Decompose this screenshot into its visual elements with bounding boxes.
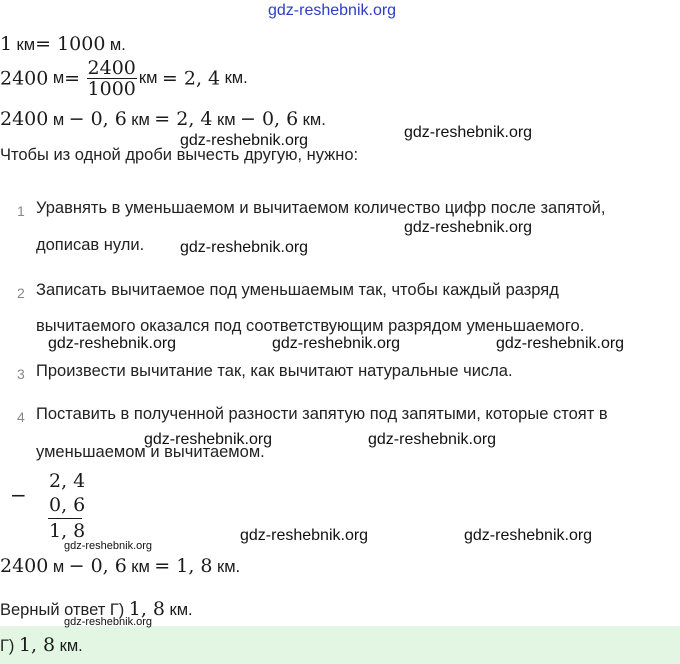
step-1-line-2: дописав нули.: [36, 236, 145, 254]
watermark: gdz-reshebnik.org: [272, 335, 401, 352]
answer-box-content: Г) 1, 8 км.: [0, 634, 83, 656]
step-2-line-2: вычитаемого оказался под соответствующим разрядом уменьшаемого.: [36, 317, 585, 335]
watermark: gdz-reshebnik.org: [180, 132, 309, 149]
column-result: 1, 8: [49, 520, 86, 542]
equation-3: 2400 м − 0, 6 км = 2, 4 км − 0, 6 км.: [0, 108, 326, 130]
watermark: gdz-reshebnik.org: [240, 527, 369, 544]
step-number: 1: [17, 203, 25, 219]
step-number: 2: [17, 285, 25, 301]
step-3-line-1: Произвести вычитание так, как вычитают натуральные числа.: [36, 362, 513, 380]
intro-text: Чтобы из одной дроби вычесть другую, нужно:: [0, 146, 359, 164]
equation-result: 2400 м − 0, 6 км = 1, 8 км.: [0, 555, 241, 577]
watermark: gdz-reshebnik.org: [404, 124, 533, 141]
watermark: gdz-reshebnik.org: [64, 540, 153, 552]
watermark: gdz-reshebnik.org: [180, 239, 309, 256]
watermark: gdz-reshebnik.org: [64, 616, 153, 628]
minus-sign: −: [10, 483, 27, 507]
step-1-line-1: Уравнять в уменьшаемом и вычитаемом количество цифр после запятой,: [36, 199, 606, 217]
watermark: gdz-reshebnik.org: [144, 431, 273, 448]
step-number: 3: [17, 366, 25, 382]
step-4-line-1: Поставить в полученной разности запятую под запятыми, которые стоят в: [36, 405, 608, 423]
step-number: 4: [17, 409, 25, 425]
watermark-top: gdz-reshebnik.org: [268, 2, 397, 19]
watermark: gdz-reshebnik.org: [404, 219, 533, 236]
subtrahend: 0, 6: [49, 494, 86, 516]
answer-box: [0, 626, 680, 664]
step-4-line-2: уменьшаемом и вычитаемом.: [36, 443, 265, 461]
watermark: gdz-reshebnik.org: [464, 527, 593, 544]
equation-2: 2400 м= $\frac{2400}{1000}$ км = 2, 4 км.: [0, 57, 248, 100]
watermark: gdz-reshebnik.org: [496, 335, 625, 352]
watermark: gdz-reshebnik.org: [368, 431, 497, 448]
watermark: gdz-reshebnik.org: [48, 335, 177, 352]
equation-1: 1 км= 1000 м.: [0, 33, 126, 55]
minuend: 2, 4: [49, 470, 86, 492]
step-2-line-1: Записать вычитаемое под уменьшаемым так, чтобы каждый разряд: [36, 281, 559, 299]
fraction: $\frac{2400}{1000}$: [87, 57, 136, 100]
answer-note: Верный ответ Г) 1, 8 км.: [0, 598, 193, 620]
